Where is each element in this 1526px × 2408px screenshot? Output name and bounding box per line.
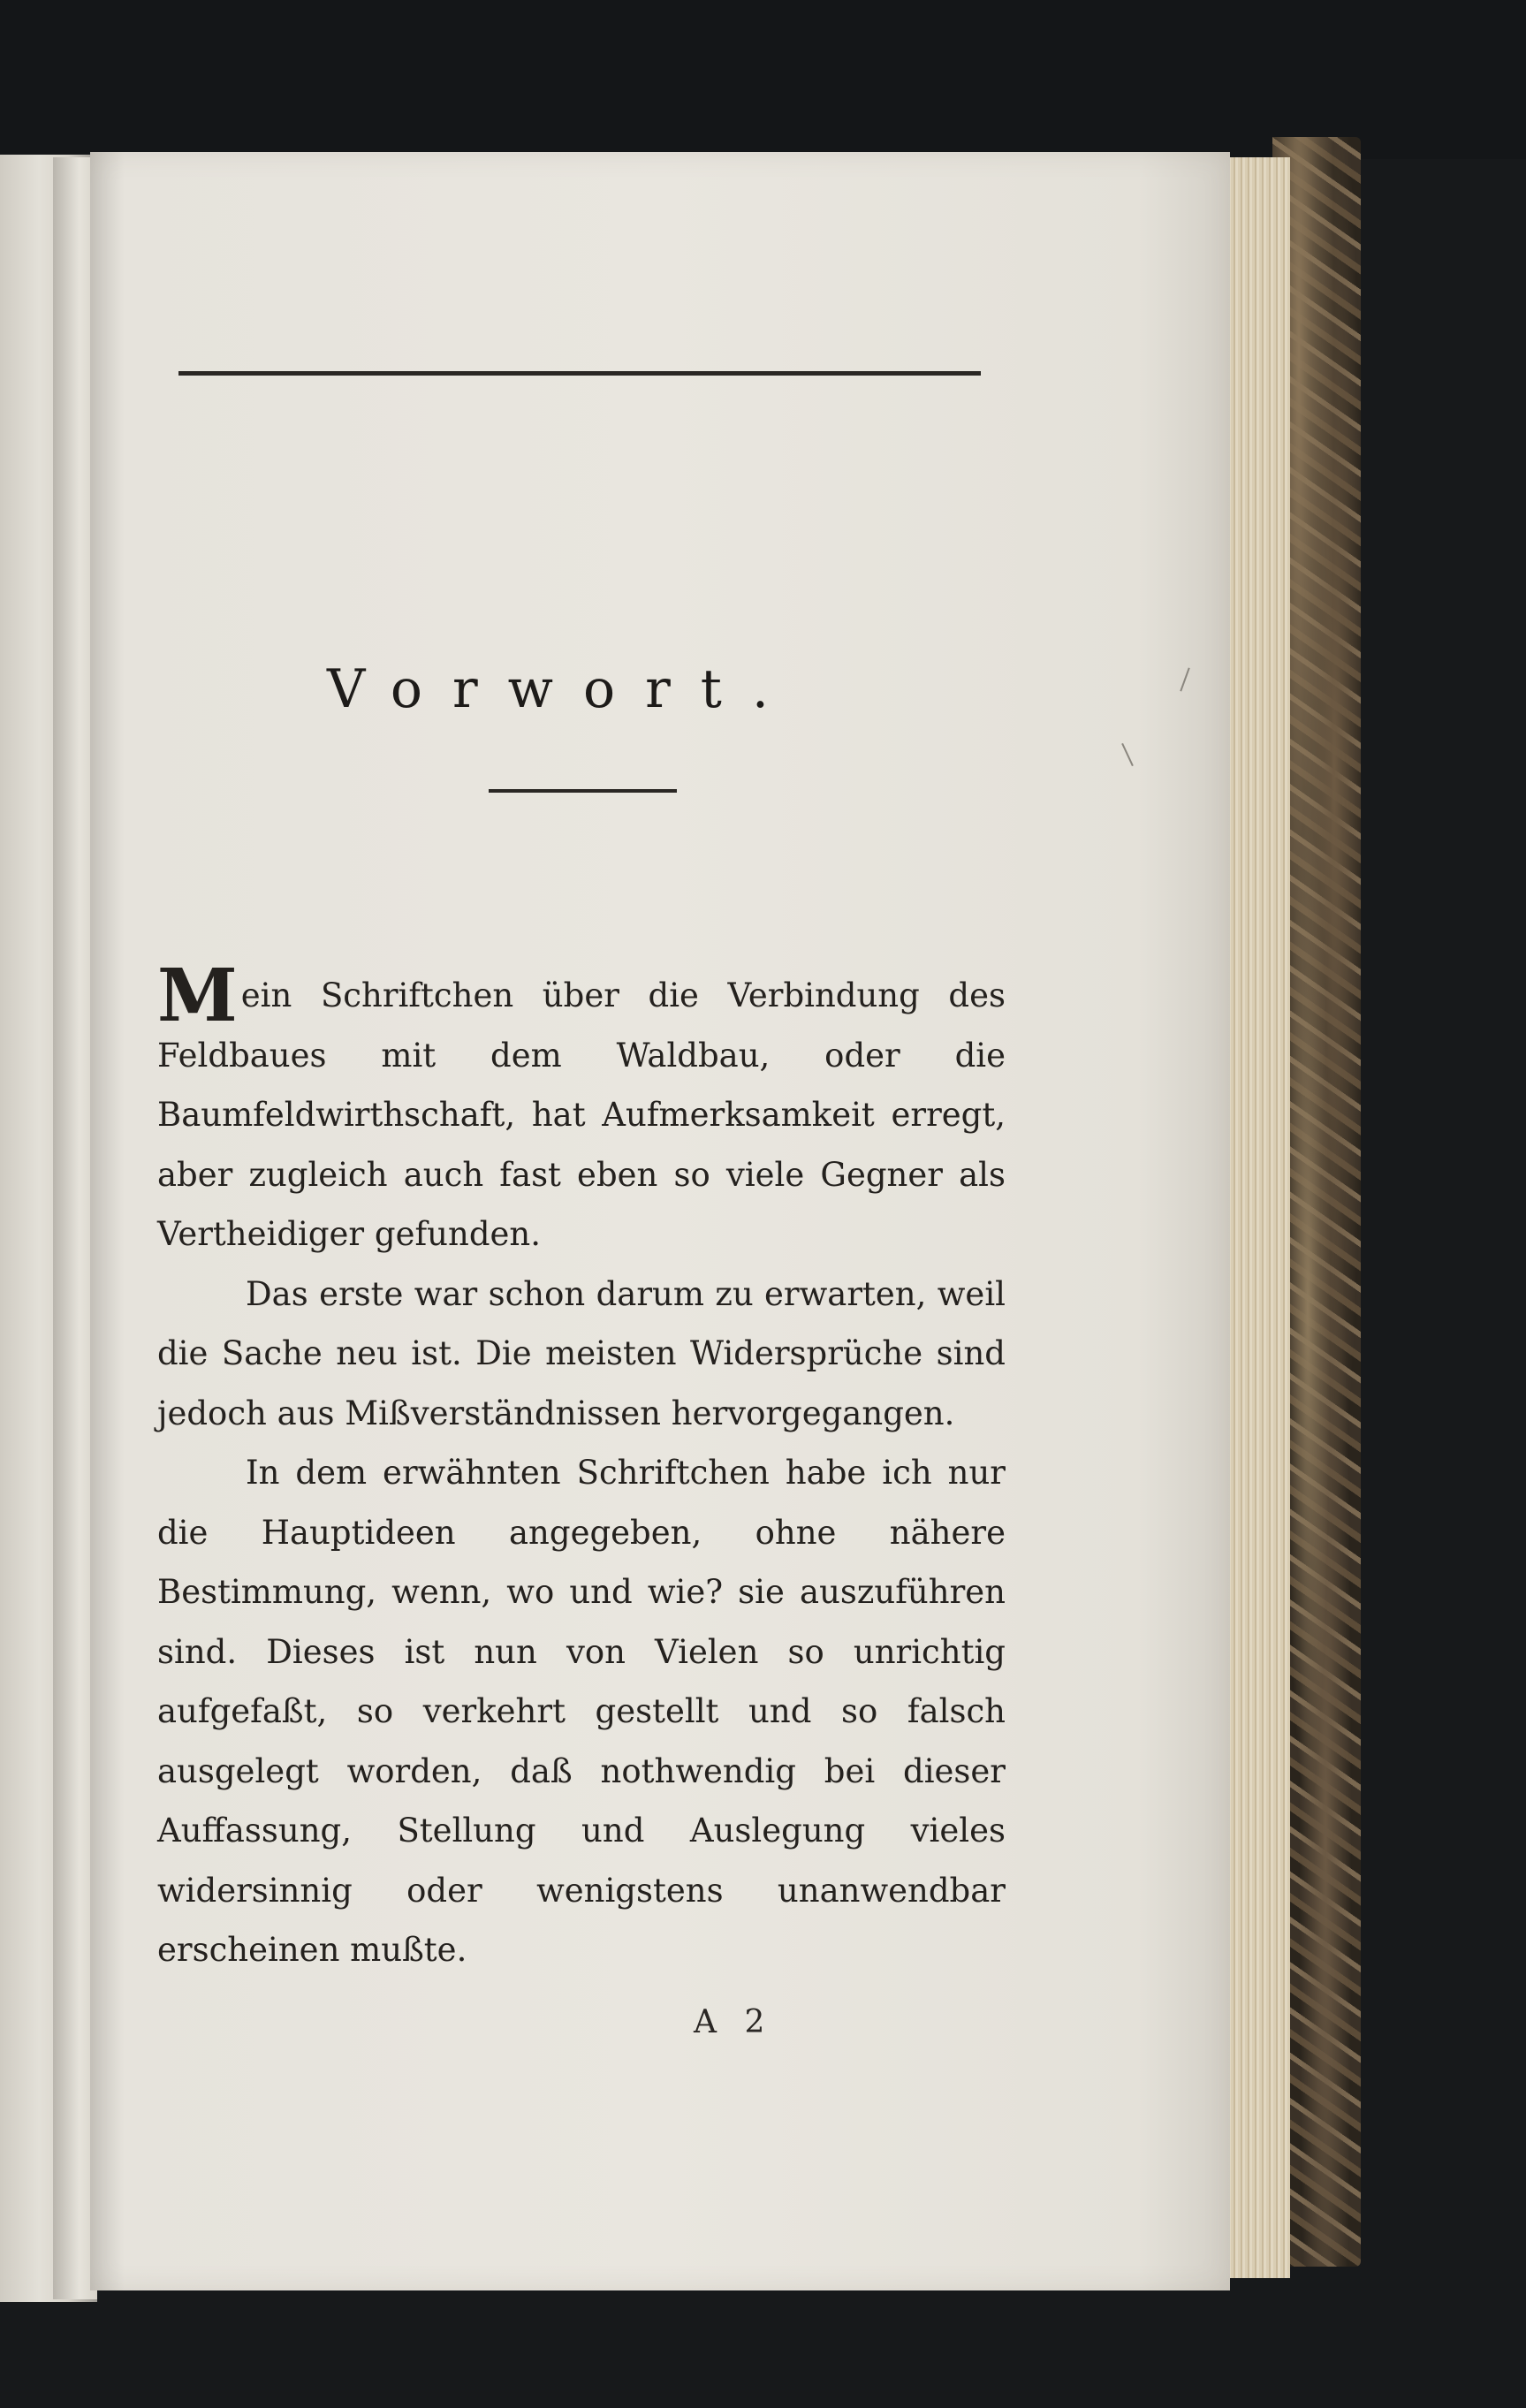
- paragraph-2: Das erste war schon darum zu erwarten, weil die Sache neu ist. Die meisten Widersprüche sind jedoch aus Mißverständnissen hervorgegangen.: [157, 1274, 1006, 1432]
- body-text: [157, 953, 1006, 1980]
- page-block-edge: [1224, 157, 1290, 2278]
- page-heading: Vorwort.: [327, 658, 799, 720]
- paragraph-1-text: ein Schriftchen über die Verbindung des Feldbaues mit dem Waldbau, oder die Baumfeldwirthschaft, hat Aufmerksamkeit erregt, aber zugleich auch fast eben so viele Gegner als Vertheidiger gefunden.: [157, 976, 1006, 1253]
- signature-mark: A 2: [694, 2004, 774, 2040]
- paragraph-3: In dem erwähnten Schriftchen habe ich nur die Hauptideen angegeben, ohne nähere Bestimmung, wenn, wo und wie? sie auszuführen sind. Dieses ist nun von Vielen so unrichtig aufgefaßt, so verkehrt gestellt und so falsch ausgelegt worden, daß nothwendig bei dieser Auffassung, Stellung und Auslegung vieles widersinnig oder wenigstens unanwendbar erscheinen mußte.: [157, 1454, 1006, 1969]
- top-rule: [178, 371, 981, 376]
- drop-cap: M: [157, 953, 238, 1038]
- paragraph-1: [157, 953, 1006, 1265]
- heading-underline: [489, 789, 677, 793]
- background: [0, 0, 1526, 159]
